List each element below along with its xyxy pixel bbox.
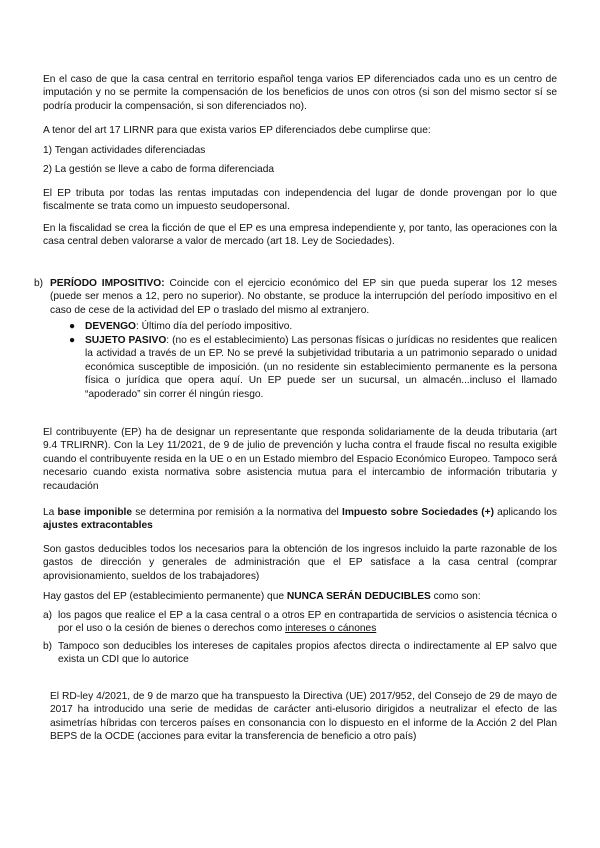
paragraph-nunca-deducibles: [43, 590, 557, 603]
section-text: Coincide con el ejercicio económico del EP sin que pueda superar los 12 meses (puede ser menos a 12, pero no superior). No obstante, se produce la interrupción del período impositivo en el caso de cese de la actividad del EP o traslado del mismo al extranjero.: [50, 278, 558, 316]
underlined-term: intereses o cánones: [285, 623, 377, 635]
list-item-actividades: 1) Tengan actividades diferenciadas: [43, 145, 206, 156]
paragraph-gastos-deducibles: Son gastos deducibles todos los necesarios para la obtención de los ingresos incluido la parte razonable de los gastos de dirección y generales de administración que el EP satisface a la casa central (comprar aprovisionamiento, sueldos de los trabajadores): [43, 544, 557, 582]
term-impuesto-sociedades: Impuesto sobre Sociedades (+): [342, 507, 494, 518]
list-item-intereses: Tampoco son deducibles los intereses de capitales propios afectos directa o indirectamente al EP salvo que exista un CDI que lo autorice: [58, 641, 557, 666]
paragraph-tributa: El EP tributa por todas las rentas imputadas con independencia del lugar de donde provengan por lo que fiscalmente se trata como un impuesto seudopersonal.: [43, 188, 557, 213]
bullet-text: : (no es el establecimiento) Las personas físicas o jurídicas no residentes que realicen la actividad a través de un EP. No se prevé la subjetividad tributaria a un patrimonio separado o unidad económica susceptible de imposición. (un no residente sin establecimiento permanente es la persona física o jurídica que opera aquí. Un EP puede ser un sucursal, un almacén...incluso el llamado “apoderado” sin correr él ningún riesgo.: [85, 335, 557, 400]
section-marker: b): [34, 278, 44, 289]
bullet-icon: ●: [69, 335, 76, 346]
section-heading: PERÍODO IMPOSITIVO:: [50, 278, 165, 289]
term-base-imponible: base imponible: [57, 507, 133, 518]
text-fragment: como son:: [430, 591, 481, 602]
paragraph-centros-imputacion: En el caso de que la casa central en territorio español tenga varios EP diferenciados cada uno es un centro de imputación y no se permite la compensación de los beneficios de unos con otros (si son del mismo sector sí se podría producir la compensación, si son diferenciados no).: [43, 74, 557, 112]
term-ajustes: ajustes extracontables: [43, 520, 153, 532]
paragraph-contribuyente: El contribuyente (EP) ha de designar un representante que responda solidariamente de la deuda tributaria (art 9.4 TRLIRNR). Con la Ley 11/2021, de 9 de julio de prevención y lucha contra el fraude fiscal no resulta exigible cuando el contribuyente resida en la UE o en un Estado miembro del Espacio Económico Europeo. Tampoco será necesario cuando exista normativa sobre asistencia mutua para el intercambio de información tributaria y recaudación: [43, 427, 558, 492]
bullet-term: SUJETO PASIVO: [85, 335, 167, 346]
text-fragment: La: [43, 507, 58, 518]
list-item-pagos: [58, 609, 557, 636]
list-item-text: los pagos que realice el EP a la casa central o a otros EP en contrapartida de servicios o asistencia técnica o por el uso o la cesión de bienes o derechos como: [58, 610, 557, 635]
list-marker: b): [43, 641, 53, 652]
text-fragment: Hay gastos del EP (establecimiento permanente) que: [43, 591, 287, 602]
term-nunca-deducibles: NUNCA SERÁN DEDUCIBLES: [286, 591, 431, 602]
bullet-term: DEVENGO: [85, 321, 136, 332]
section-periodo-impositivo: [50, 277, 557, 317]
paragraph-ficcion: En la fiscalidad se crea la ficción de que el EP es una empresa independiente y, por tanto, las operaciones con la casa central deben valorarse a valor de mercado (art 18. Ley de Sociedades).: [43, 223, 557, 248]
list-marker: a): [43, 610, 53, 621]
list-item-gestion: 2) La gestión se lleve a cabo de forma diferenciada: [43, 164, 275, 175]
text-fragment: se determina por remisión a la normativa del: [132, 507, 342, 518]
bullet-sujeto-pasivo: [85, 334, 557, 401]
bullet-text: : Último día del período impositivo.: [135, 321, 293, 332]
paragraph-art17: A tenor del art 17 LIRNR para que exista varios EP diferenciados debe cumplirse que:: [43, 125, 431, 136]
bullet-devengo: [85, 320, 557, 333]
paragraph-rdley: El RD-ley 4/2021, de 9 de marzo que ha transpuesto la Directiva (UE) 2017/952, del Consejo de 29 de mayo de 2017 ha introducido una serie de medidas de carácter anti-elusorio dirigidos a neutralizar el efecto de las asimetrías híbridas con terceros países en consonancia con lo dispuesto en el informe de la Acción 2 del Plan BEPS de la OCDE (acciones para evitar la transferencia de beneficio a otro país): [50, 691, 557, 743]
bullet-icon: ●: [69, 321, 76, 332]
paragraph-base-imponible: [43, 506, 557, 533]
text-fragment: aplicando los: [493, 507, 557, 518]
